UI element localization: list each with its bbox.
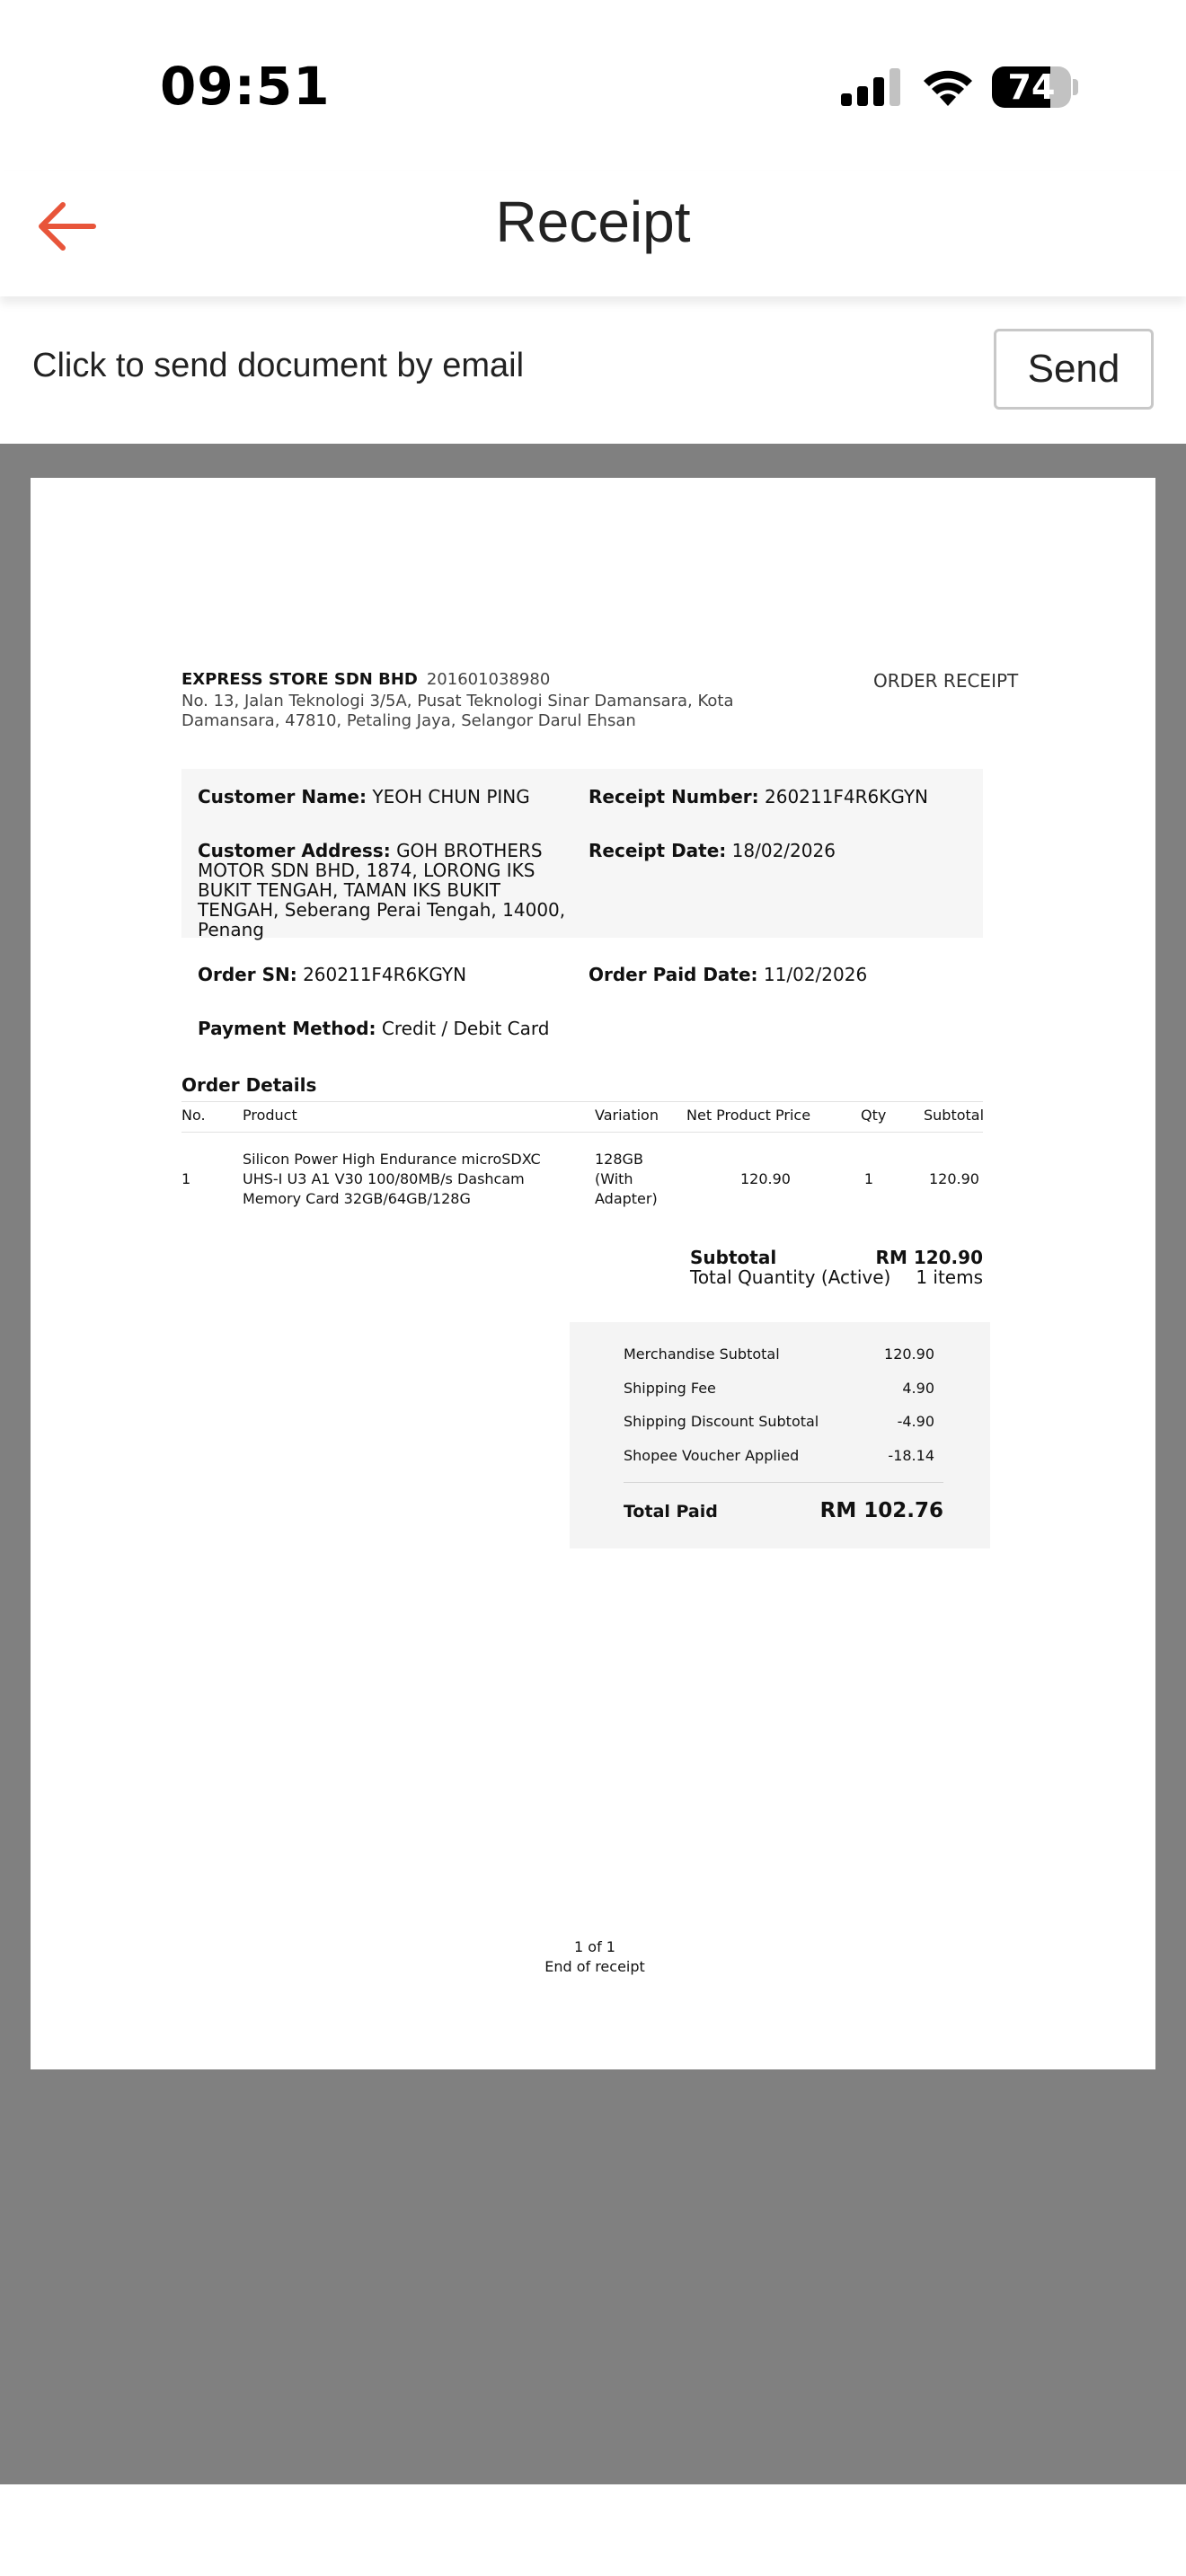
battery-level-text: 74 [1007, 67, 1056, 107]
header-qty: Qty [861, 1107, 887, 1124]
payment-method-label: Payment Method: [198, 1018, 376, 1039]
merchandise-subtotal-label: Merchandise Subtotal [624, 1345, 780, 1363]
receipt-date-label: Receipt Date: [589, 840, 727, 861]
table-header-divider [181, 1132, 983, 1133]
header-product: Product [243, 1107, 297, 1124]
total-quantity-label: Total Quantity (Active) [690, 1266, 891, 1288]
total-quantity-value: 1 items [916, 1266, 983, 1288]
header-variation: Variation [595, 1107, 659, 1124]
row-variation: 128GB (With Adapter) [595, 1151, 658, 1207]
payment-summary-box [570, 1322, 990, 1548]
order-paid-date-field [589, 965, 975, 984]
order-paid-date-label: Order Paid Date: [589, 964, 758, 985]
total-paid-value: RM 102.76 [819, 1499, 943, 1522]
total-paid-label: Total Paid [624, 1502, 718, 1522]
app-header [0, 171, 1186, 296]
receipt-number-label: Receipt Number: [589, 786, 759, 807]
header-subtotal: Subtotal [924, 1107, 985, 1124]
shipping-discount-value: -4.90 [897, 1413, 934, 1430]
customer-name-value: YEOH CHUN PING [372, 786, 530, 807]
customer-name-field [198, 787, 575, 807]
battery-tip [1073, 79, 1078, 95]
order-sn-label: Order SN: [198, 964, 297, 985]
page-indicator: 1 of 1 [574, 1938, 615, 1955]
subtotal-label: Subtotal [690, 1247, 777, 1268]
receipt-number-value: 260211F4R6KGYN [765, 786, 928, 807]
row-price: 120.90 [740, 1170, 791, 1187]
header-no: No. [181, 1107, 206, 1124]
wifi-icon [920, 65, 976, 108]
receipt-page [31, 478, 1155, 2069]
header-net-price: Net Product Price [686, 1107, 811, 1124]
document-viewer[interactable] [0, 444, 1186, 2484]
row-subtotal: 120.90 [929, 1170, 979, 1187]
company-line [181, 670, 550, 689]
order-paid-date-value: 11/02/2026 [763, 964, 868, 985]
email-instruction: Click to send document by email [32, 347, 525, 384]
customer-address-label: Customer Address: [198, 840, 391, 861]
receipt-date-value: 18/02/2026 [731, 840, 836, 861]
subtotal-value: RM 120.90 [875, 1247, 983, 1268]
row-qty: 1 [863, 1170, 874, 1187]
shipping-fee-label: Shipping Fee [624, 1380, 716, 1397]
end-of-receipt: End of receipt [544, 1958, 645, 1975]
customer-address-field [198, 841, 580, 940]
table-top-divider [181, 1101, 983, 1102]
battery-icon [992, 66, 1071, 108]
voucher-applied-value: -18.14 [888, 1447, 934, 1464]
row-product: Silicon Power High Endurance microSDXC UHS-I U3 A1 V30 100/80MB/s Dashcam Memory Card 32GB/64GB/128G [243, 1151, 541, 1207]
order-sn-value: 260211F4R6KGYN [303, 964, 467, 985]
document-type-label: ORDER RECEIPT [873, 670, 1019, 692]
email-bar [0, 296, 1186, 444]
company-name: EXPRESS STORE SDN BHD [181, 670, 418, 689]
status-time: 09:51 [160, 56, 331, 117]
shipping-fee-value: 4.90 [902, 1380, 934, 1397]
shipping-discount-label: Shipping Discount Subtotal [624, 1413, 819, 1430]
customer-address-value: GOH BROTHERS MOTOR SDN BHD, 1874, LORONG IKS BUKIT TENGAH, TAMAN IKS BUKIT TENGAH, Seberang Perai Tengah, 14000, Penang [198, 840, 566, 940]
row-no: 1 [181, 1170, 191, 1187]
bottom-safe-area [0, 2484, 1186, 2576]
merchandise-subtotal-value: 120.90 [884, 1345, 934, 1363]
payment-method-field [198, 1019, 737, 1038]
receipt-number-field [589, 787, 975, 807]
cellular-signal-icon [839, 66, 902, 108]
company-reg-no: 201601038980 [426, 670, 551, 689]
order-sn-field [198, 965, 575, 984]
status-bar [0, 0, 1186, 171]
page-title: Receipt [495, 190, 691, 254]
receipt-date-field [589, 841, 975, 860]
customer-name-label: Customer Name: [198, 786, 367, 807]
customer-info-box [181, 769, 983, 938]
payment-method-value: Credit / Debit Card [381, 1018, 550, 1039]
voucher-applied-label: Shopee Voucher Applied [624, 1447, 800, 1464]
send-button[interactable]: Send [994, 329, 1154, 410]
summary-divider [624, 1482, 943, 1483]
company-address: No. 13, Jalan Teknologi 3/5A, Pusat Teknologi Sinar Damansara, Kota Damansara, 47810, Petaling Jaya, Selangor Darul Ehsan [181, 692, 734, 730]
order-details-title: Order Details [181, 1074, 317, 1096]
